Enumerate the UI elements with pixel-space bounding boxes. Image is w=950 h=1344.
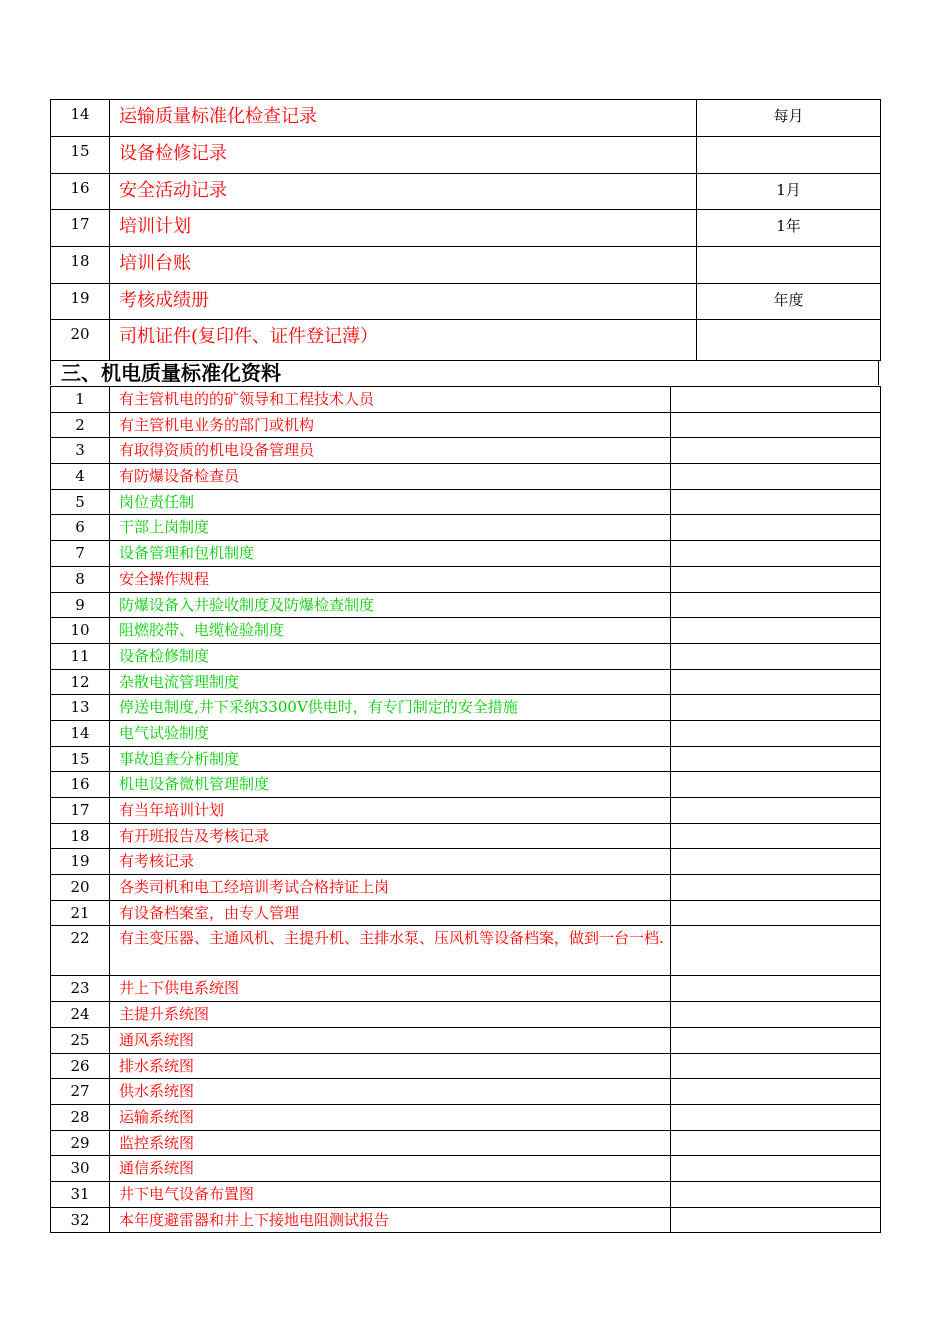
remark-cell [671, 823, 881, 849]
row-number: 19 [51, 284, 110, 320]
row-number: 21 [51, 900, 110, 926]
table-row [51, 541, 881, 567]
row-number: 16 [51, 772, 110, 798]
transport-records-table [50, 99, 881, 361]
table-row [51, 976, 881, 1002]
requirement-text: 阻燃胶带、电缆检验制度 [110, 618, 671, 644]
requirement-text: 有当年培训计划 [110, 798, 671, 824]
row-number: 32 [51, 1207, 110, 1233]
table-row [51, 618, 881, 644]
table-row [51, 515, 881, 541]
table-row [51, 387, 881, 413]
row-number: 2 [51, 412, 110, 438]
row-number: 16 [51, 174, 110, 210]
requirement-text: 防爆设备入井验收制度及防爆检查制度 [110, 592, 671, 618]
remark-cell [671, 900, 881, 926]
table-row [51, 1002, 881, 1028]
record-frequency: 1年 [697, 210, 881, 247]
row-number: 9 [51, 592, 110, 618]
row-number: 31 [51, 1181, 110, 1207]
table-row [51, 1156, 881, 1182]
record-frequency [697, 320, 881, 361]
remark-cell [671, 566, 881, 592]
remark-cell [671, 720, 881, 746]
row-number: 20 [51, 875, 110, 901]
remark-cell [671, 1130, 881, 1156]
remark-cell [671, 798, 881, 824]
row-number: 29 [51, 1130, 110, 1156]
table-row [51, 1027, 881, 1053]
remark-cell [671, 541, 881, 567]
row-number: 11 [51, 643, 110, 669]
record-frequency: 年度 [697, 284, 881, 320]
table-row [51, 1079, 881, 1105]
remark-cell [671, 1104, 881, 1130]
remark-cell [671, 464, 881, 490]
row-number: 25 [51, 1027, 110, 1053]
remark-cell [671, 695, 881, 721]
record-frequency [697, 247, 881, 284]
requirement-text: 电气试验制度 [110, 720, 671, 746]
requirement-text: 有主管机电业务的部门或机构 [110, 412, 671, 438]
table-row [51, 210, 881, 247]
row-number: 23 [51, 976, 110, 1002]
requirement-text: 本年度避雷器和井上下接地电阻测试报告 [110, 1207, 671, 1233]
remark-cell [671, 412, 881, 438]
remark-cell [671, 1002, 881, 1028]
table-row [51, 137, 881, 174]
row-number: 19 [51, 849, 110, 875]
row-number: 24 [51, 1002, 110, 1028]
row-number: 7 [51, 541, 110, 567]
remark-cell [671, 515, 881, 541]
requirement-text: 设备检修制度 [110, 643, 671, 669]
table-row [51, 320, 881, 361]
row-number: 18 [51, 247, 110, 284]
table-row [51, 100, 881, 137]
requirement-text: 岗位责任制 [110, 489, 671, 515]
row-number: 27 [51, 1079, 110, 1105]
section-title: 三、机电质量标准化资料 [50, 360, 879, 385]
row-number: 4 [51, 464, 110, 490]
record-frequency: 1月 [697, 174, 881, 210]
requirement-text: 井上下供电系统图 [110, 976, 671, 1002]
remark-cell [671, 489, 881, 515]
requirement-text: 杂散电流管理制度 [110, 669, 671, 695]
remark-cell [671, 849, 881, 875]
row-number: 15 [51, 137, 110, 174]
table-row [51, 746, 881, 772]
row-number: 13 [51, 695, 110, 721]
table-row [51, 592, 881, 618]
remark-cell [671, 387, 881, 413]
requirement-text: 有防爆设备检查员 [110, 464, 671, 490]
remark-cell [671, 592, 881, 618]
table-row [51, 566, 881, 592]
remark-cell [671, 643, 881, 669]
row-number: 17 [51, 210, 110, 247]
requirement-text: 排水系统图 [110, 1053, 671, 1079]
table-row [51, 464, 881, 490]
table-row [51, 247, 881, 284]
record-name: 设备检修记录 [110, 137, 697, 174]
requirement-text: 主提升系统图 [110, 1002, 671, 1028]
row-number: 8 [51, 566, 110, 592]
table-row [51, 720, 881, 746]
requirement-text: 安全操作规程 [110, 566, 671, 592]
row-number: 20 [51, 320, 110, 361]
requirement-text: 有主管机电的的矿领导和工程技术人员 [110, 387, 671, 413]
record-frequency: 每月 [697, 100, 881, 137]
remark-cell [671, 1027, 881, 1053]
requirement-text: 监控系统图 [110, 1130, 671, 1156]
table-row [51, 1053, 881, 1079]
table-row [51, 798, 881, 824]
remark-cell [671, 875, 881, 901]
row-number: 14 [51, 720, 110, 746]
requirement-text: 机电设备微机管理制度 [110, 772, 671, 798]
row-number: 14 [51, 100, 110, 137]
record-frequency [697, 137, 881, 174]
table-row [51, 823, 881, 849]
row-number: 1 [51, 387, 110, 413]
table-row [51, 875, 881, 901]
requirement-text: 各类司机和电工经培训考试合格持证上岗 [110, 875, 671, 901]
requirement-text: 有考核记录 [110, 849, 671, 875]
requirement-text: 停送电制度,井下采纳3300V供电时，有专门制定的安全措施 [110, 695, 671, 721]
requirement-text: 干部上岗制度 [110, 515, 671, 541]
requirement-text: 供水系统图 [110, 1079, 671, 1105]
remark-cell [671, 1079, 881, 1105]
table-row [51, 1207, 881, 1233]
requirement-text: 有开班报告及考核记录 [110, 823, 671, 849]
requirement-text: 有设备档案室，由专人管理 [110, 900, 671, 926]
record-name: 安全活动记录 [110, 174, 697, 210]
remark-cell [671, 976, 881, 1002]
remark-cell [671, 1053, 881, 1079]
table-row [51, 849, 881, 875]
table-row [51, 412, 881, 438]
requirement-text: 通风系统图 [110, 1027, 671, 1053]
table-row [51, 669, 881, 695]
electromechanical-standards-table [50, 386, 881, 1233]
table-row [51, 926, 881, 976]
row-number: 5 [51, 489, 110, 515]
requirement-text: 有主变压器、主通风机、主提升机、主排水泵、压风机等设备档案，做到一台一档. [110, 926, 671, 976]
remark-cell [671, 669, 881, 695]
remark-cell [671, 746, 881, 772]
table-row [51, 489, 881, 515]
row-number: 28 [51, 1104, 110, 1130]
record-name: 考核成绩册 [110, 284, 697, 320]
remark-cell [671, 618, 881, 644]
row-number: 17 [51, 798, 110, 824]
requirement-text: 运输系统图 [110, 1104, 671, 1130]
row-number: 12 [51, 669, 110, 695]
row-number: 6 [51, 515, 110, 541]
remark-cell [671, 1156, 881, 1182]
remark-cell [671, 1181, 881, 1207]
row-number: 18 [51, 823, 110, 849]
table-row [51, 900, 881, 926]
requirement-text: 通信系统图 [110, 1156, 671, 1182]
record-name: 司机证件(复印件、证件登记薄） [110, 320, 697, 361]
table-row [51, 438, 881, 464]
table-row [51, 1181, 881, 1207]
table-row [51, 772, 881, 798]
row-number: 10 [51, 618, 110, 644]
table-row [51, 1130, 881, 1156]
requirement-text: 事故追查分析制度 [110, 746, 671, 772]
row-number: 15 [51, 746, 110, 772]
requirement-text: 设备管理和包机制度 [110, 541, 671, 567]
table-row [51, 695, 881, 721]
row-number: 22 [51, 926, 110, 976]
record-name: 培训台账 [110, 247, 697, 284]
remark-cell [671, 772, 881, 798]
row-number: 3 [51, 438, 110, 464]
record-name: 运输质量标准化检查记录 [110, 100, 697, 137]
requirement-text: 井下电气设备布置图 [110, 1181, 671, 1207]
remark-cell [671, 1207, 881, 1233]
requirement-text: 有取得资质的机电设备管理员 [110, 438, 671, 464]
table-row [51, 174, 881, 210]
table-row [51, 1104, 881, 1130]
table-row [51, 284, 881, 320]
row-number: 30 [51, 1156, 110, 1182]
remark-cell [671, 438, 881, 464]
remark-cell [671, 926, 881, 976]
row-number: 26 [51, 1053, 110, 1079]
record-name: 培训计划 [110, 210, 697, 247]
table-row [51, 643, 881, 669]
